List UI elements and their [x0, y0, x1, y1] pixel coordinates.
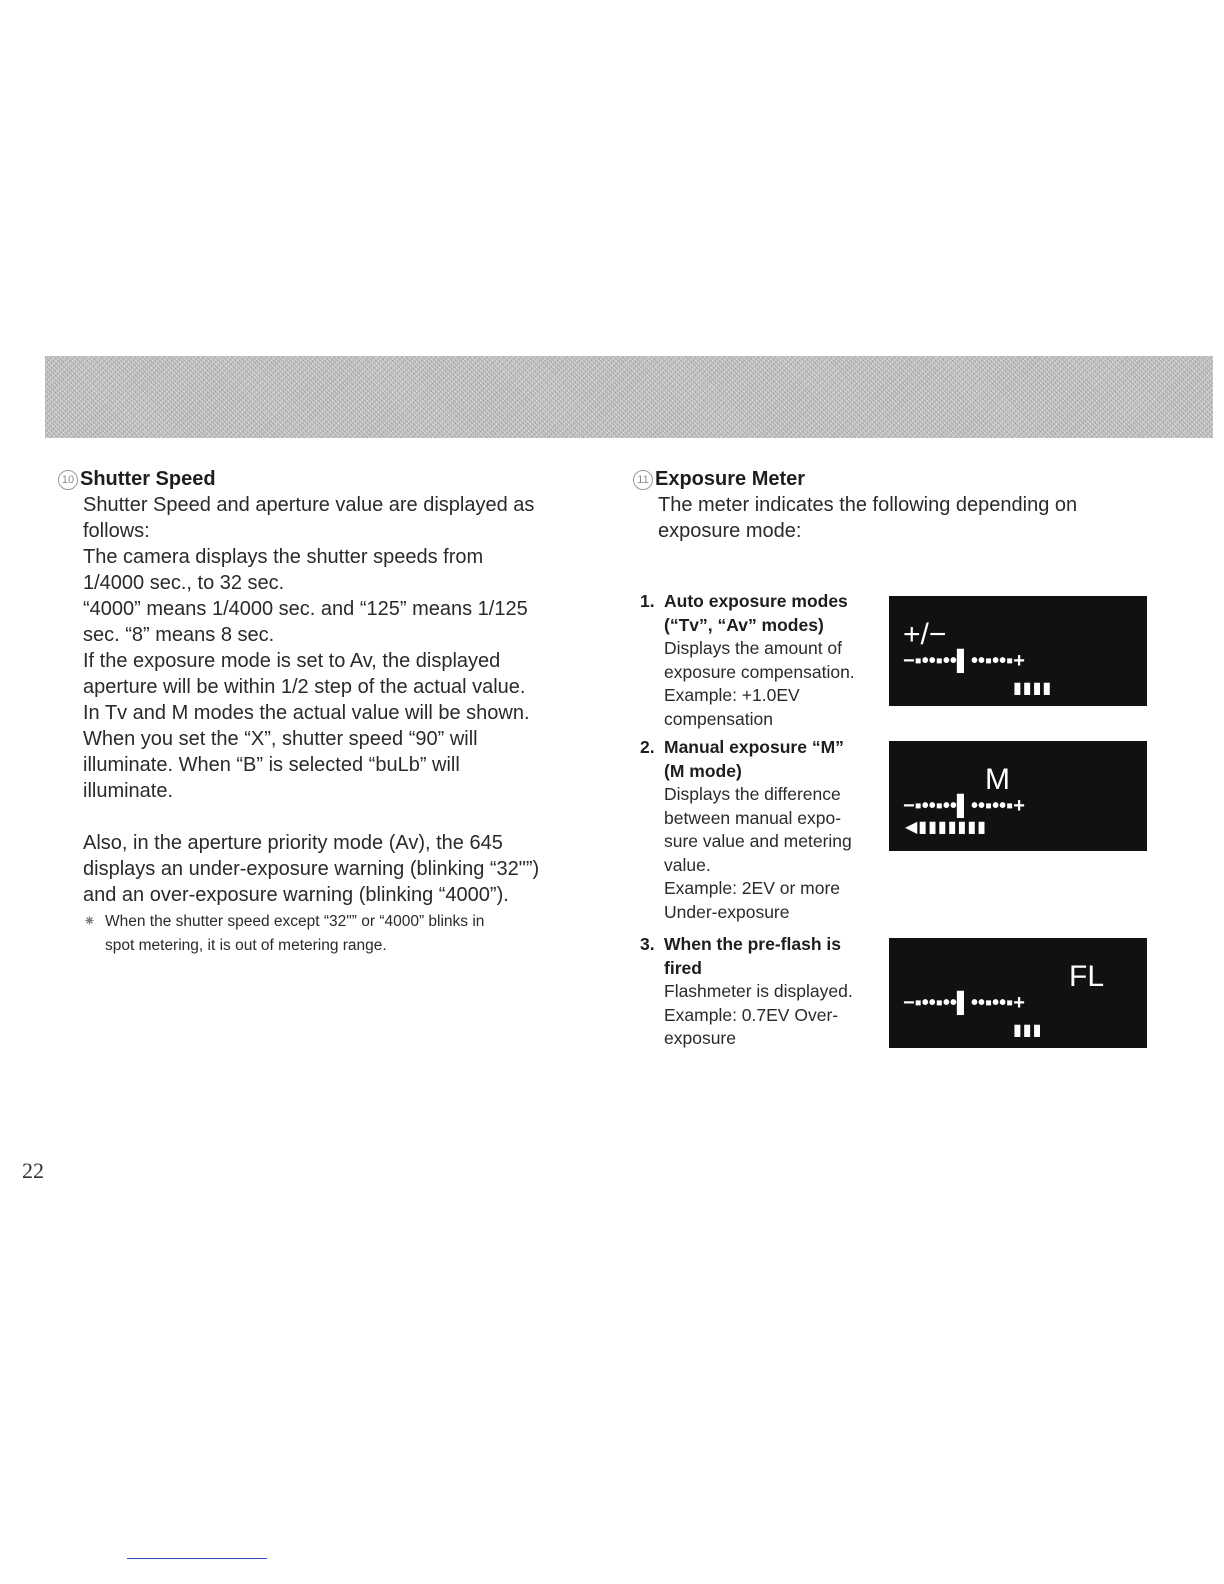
lcd-scale: −▪••▪••▌••▪••▪+ — [903, 992, 1025, 1014]
text-line: “4000” means 1/4000 sec. and “125” means 1/125 — [83, 598, 528, 620]
exposure-meter-title: 11 Exposure Meter — [633, 466, 1173, 492]
text-line: Also, in the aperture priority mode (Av), the 645 — [83, 832, 503, 854]
page-number: 22 — [22, 1158, 44, 1183]
note: ⁕ When the shutter speed except “32"” or “4000” blinks in spot metering, it is out of metering range. — [83, 910, 598, 958]
text-line: In Tv and M modes the actual value will be shown. — [83, 702, 530, 724]
shutter-speed-title: 10 Shutter Speed — [58, 466, 598, 492]
text-line: If the exposure mode is set to Av, the displayed — [83, 650, 501, 672]
text-line: illuminate. When “B” is selected “buLb” will — [83, 754, 460, 776]
lcd-bars: ▮▮▮ — [1013, 1022, 1043, 1039]
text-line: The camera displays the shutter speeds from — [83, 546, 484, 568]
lcd-bars: ◀▮▮▮▮▮▮▮ — [905, 819, 987, 836]
text-line: aperture will be within 1/2 step of the actual value. — [83, 676, 526, 698]
circled-number: 10 — [58, 470, 78, 490]
text-line: 1/4000 sec., to 32 sec. — [83, 572, 285, 594]
lcd-scale: −▪••▪••▌••▪••▪+ — [903, 650, 1025, 672]
lcd-scale: −▪••▪••▌••▪••▪+ — [903, 795, 1025, 817]
asterisk-icon: ⁕ — [83, 913, 96, 930]
exposure-meter-section — [633, 466, 1173, 544]
lcd-display-auto — [889, 596, 1147, 706]
lcd-label: M — [985, 763, 1010, 796]
header-banner — [45, 356, 1213, 438]
circled-number: 11 — [633, 470, 653, 490]
text-line: Shutter Speed and aperture value are displayed as — [83, 494, 535, 516]
lcd-bars: ▮▮▮▮ — [1013, 680, 1053, 697]
text-line: and an over-exposure warning (blinking “4000”). — [83, 884, 509, 906]
text-line: displays an under-exposure warning (blinking “32"”) — [83, 858, 540, 880]
lcd-display-flash — [889, 938, 1147, 1048]
list-item: 2. Manual exposure “M” (M mode) Displays the difference between manual expo- sure value and metering value. Example: 2EV or more Under-exposure — [640, 737, 852, 922]
text-line: The meter indicates the following depending on — [658, 494, 1078, 516]
text-line: sec. “8” means 8 sec. — [83, 624, 275, 646]
shutter-speed-section — [58, 466, 598, 958]
lcd-label: FL — [1069, 960, 1105, 993]
text-line: When you set the “X”, shutter speed “90” will — [83, 728, 478, 750]
lcd-display-manual — [889, 741, 1147, 851]
list-item: 3. When the pre-flash is fired Flashmeter is displayed. Example: 0.7EV Over- exposure — [640, 934, 853, 1048]
footer-line — [127, 1558, 267, 1559]
text-line: follows: — [83, 520, 150, 542]
list-item: 1. Auto exposure modes (“Tv”, “Av” modes) Displays the amount of exposure compensation. Example: +1.0EV compensation — [640, 591, 855, 729]
text-line: illuminate. — [83, 780, 174, 802]
lcd-label: +/− — [903, 618, 947, 651]
text-line: exposure mode: — [658, 520, 802, 542]
